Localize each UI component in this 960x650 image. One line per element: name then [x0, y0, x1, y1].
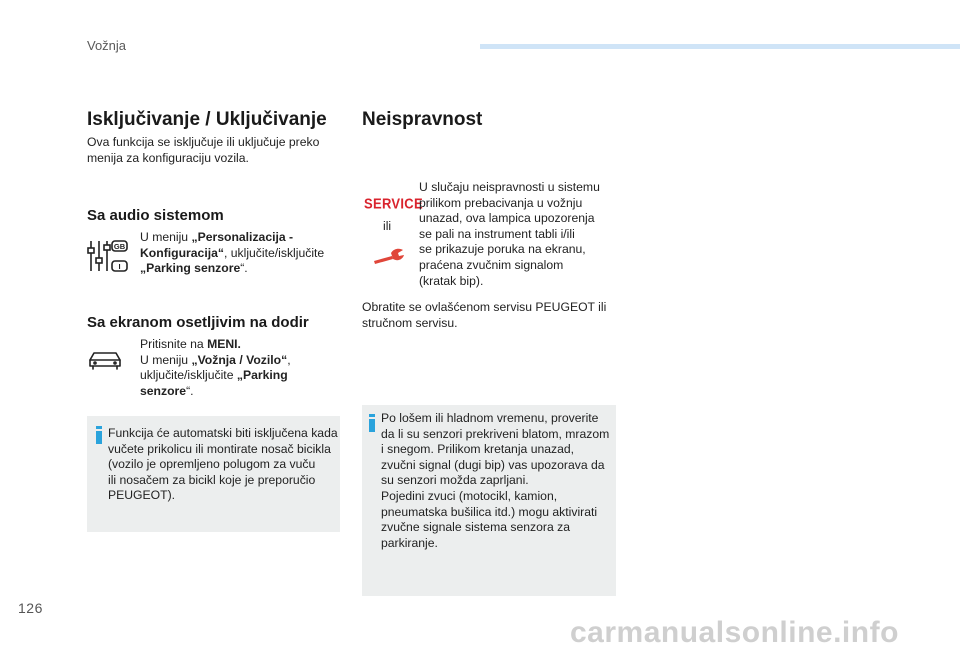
fault-line: U slučaju neispravnosti u sistemu — [419, 180, 600, 194]
contact-line: Obratite se ovlašćenom servisu PEUGEOT ili — [362, 300, 607, 314]
audio-heading: Sa audio sistemom — [87, 207, 224, 224]
icon-gb-label: GB — [113, 242, 126, 251]
fault-line: unazad, ova lampica upozorenja — [419, 211, 595, 226]
page-number: 126 — [18, 600, 43, 616]
menu-path: Konfiguracija“ — [140, 245, 224, 260]
left-intro — [87, 135, 347, 166]
car-icon — [87, 349, 123, 371]
fault-line: se prikazuje poruka na ekranu, — [419, 242, 586, 257]
menu-path: senzore — [140, 383, 187, 398]
info-icon — [368, 414, 376, 432]
section-label: Vožnja — [87, 38, 127, 53]
intro-line: menija za konfiguraciju vozila. — [87, 150, 249, 165]
watermark: carmanualsonline.info — [570, 616, 899, 649]
menu-path: MENI. — [207, 337, 241, 351]
note-line: Po lošem ili hladnom vremenu, proverite — [381, 411, 599, 425]
note-line: Funkcija će automatski biti isključena kada — [108, 426, 338, 440]
note-line: Pojedini zvuci (motocikl, kamion, — [381, 488, 558, 503]
note-line: zvučne signale sistema senzora za — [381, 520, 571, 535]
menu-path: „Parking — [236, 368, 288, 383]
left-note-text — [108, 426, 338, 504]
fault-line: praćena zvučnim signalom — [419, 257, 564, 272]
wrench-icon — [372, 247, 406, 267]
fault-line: prilikom prebacivanja u vožnju — [419, 195, 583, 210]
text-span: U meniju — [140, 230, 192, 244]
text-span: “. — [186, 383, 194, 398]
fault-description — [419, 180, 619, 289]
text-span: uključite/isključite — [140, 368, 237, 383]
contact-line: stručnom servisu. — [362, 315, 458, 330]
left-title: Isključivanje / Uključivanje — [87, 109, 327, 130]
note-line: parkiranje. — [381, 535, 438, 550]
left-note-box — [87, 416, 340, 532]
intro-line: Ova funkcija se isključuje ili uključuje preko — [87, 135, 320, 149]
menu-path: „Vožnja / Vozilo“ — [191, 352, 288, 367]
note-line: da li su senzori prekriveni blatom, mrazom — [381, 426, 610, 441]
header-accent-bar — [480, 44, 960, 49]
audio-instructions — [140, 230, 340, 277]
touch-heading: Sa ekranom osetljivim na dodir — [87, 314, 309, 331]
right-title: Neispravnost — [362, 109, 483, 130]
info-icon — [95, 426, 103, 444]
or-label: ili — [383, 219, 392, 233]
text-span: , uključite/isključite — [223, 245, 325, 260]
note-line: (vozilo je opremljeno polugom za vuču — [108, 457, 316, 472]
contact-text — [362, 300, 622, 331]
note-line: i snegom. Prilikom kretanja unazad, — [381, 442, 575, 457]
menu-path: „Parking senzore — [140, 261, 241, 276]
touch-instructions — [140, 337, 340, 399]
audio-settings-icon — [86, 238, 130, 274]
fault-line: se pali na instrument tabli i/ili — [419, 226, 575, 241]
icon-i-label: I — [118, 262, 121, 271]
text-span: Pritisnite na — [140, 337, 208, 351]
text-span: “. — [240, 261, 248, 276]
note-line: zvučni signal (dugi bip) vas upozorava da — [381, 457, 605, 472]
right-note-text — [381, 411, 615, 551]
right-note-box — [362, 405, 616, 596]
note-line: pneumatska bušilica itd.) mogu aktivirati — [381, 504, 598, 519]
text-span: , — [287, 352, 291, 367]
menu-path: „Personalizacija - — [191, 230, 294, 244]
note-line: ili nosačem za bicikl koje je preporučio — [108, 472, 316, 487]
note-line: vučete prikolicu ili montirate nosač bicikla — [108, 441, 331, 456]
service-warning-icon: SERVICE — [364, 194, 423, 213]
fault-line: (kratak bip). — [419, 273, 484, 288]
note-line: su senzori možda zaprljani. — [381, 473, 529, 488]
note-line: PEUGEOT). — [108, 488, 176, 503]
text-span: U meniju — [140, 352, 192, 367]
